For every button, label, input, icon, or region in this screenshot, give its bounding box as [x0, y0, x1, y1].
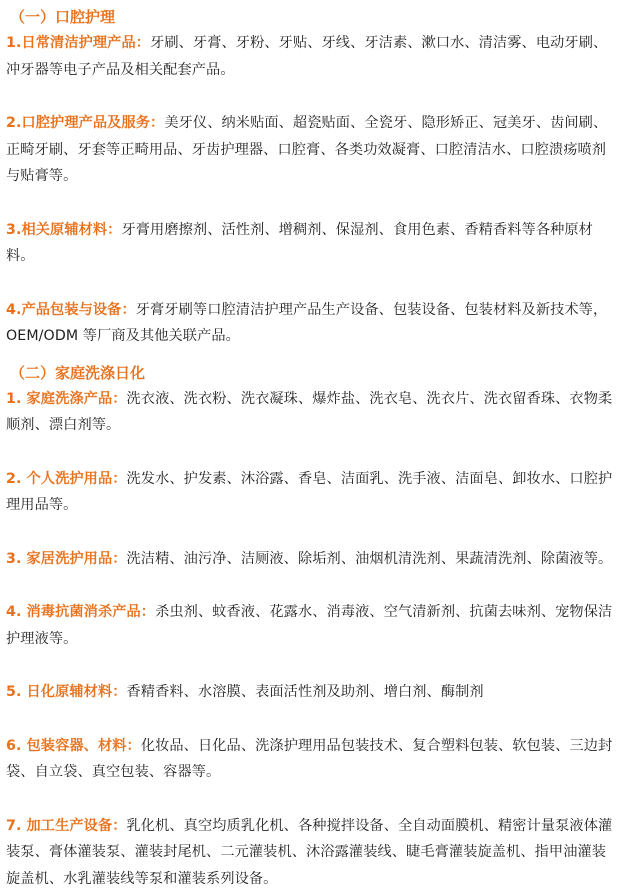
item-label: 1.日常清洁护理产品： [6, 35, 150, 51]
item-label: 1. 家庭洗涤产品： [6, 391, 127, 407]
list-item [6, 110, 616, 190]
item-label: 2.口腔护理产品及服务： [6, 115, 164, 131]
item-label: 4. 消毒抗菌消杀产品： [6, 604, 155, 620]
item-label: 2. 个人洗护用品： [6, 471, 127, 487]
item-text: 洗洁精、油污净、洁厕液、除垢剂、油烟机清洗剂、果蔬清洗剂、除菌液等。 [127, 551, 613, 567]
item-label: 3.相关原辅材料： [6, 222, 121, 238]
item-text: 香精香料、水溶膜、表面活性剂及助剂、增白剂、酶制剂 [127, 684, 484, 700]
list-item [6, 813, 616, 892]
section-title: （一）口腔护理 [6, 4, 616, 30]
list-item [6, 679, 616, 706]
item-text: 牙刷、牙膏、牙粉、牙贴、牙线、牙洁素、漱口水、清洁雾、电动牙刷、冲牙器等电子产品及相关配套产品。 [6, 35, 607, 78]
item-text: 杀虫剂、蚊香液、花露水、消毒液、空气清新剂、抗菌去味剂、宠物保洁护理液等。 [6, 604, 612, 647]
item-text: 乳化机、真空均质乳化机、各种搅拌设备、全自动面膜机、精密计量泵液体灌装泵、膏体灌装泵、灌装封尾机、二元灌装机、沐浴露灌装线、睫毛膏灌装旋盖机、指甲油灌装旋盖机、水乳灌装线等泵和灌装系列设备。 [6, 818, 612, 887]
list-item [6, 733, 616, 786]
list-item [6, 217, 616, 270]
item-label: 6. 包装容器、材料： [6, 738, 141, 754]
list-item [6, 546, 616, 573]
section-household-washing [6, 360, 616, 892]
section-oral-care [6, 4, 616, 350]
section-title: （二）家庭洗涤日化 [6, 360, 616, 386]
list-item [6, 599, 616, 652]
item-label: 5. 日化原辅材料： [6, 684, 127, 700]
list-item [6, 30, 616, 83]
item-label: 4.产品包装与设备： [6, 302, 136, 318]
item-label: 7. 加工生产设备： [6, 818, 127, 834]
item-text: 牙膏牙刷等口腔清洁护理产品生产设备、包装设备、包装材料及新技术等，OEM/ODM 等厂商及其他关联产品。 [6, 302, 607, 345]
list-item [6, 297, 616, 350]
item-text: 洗衣液、洗衣粉、洗衣凝珠、爆炸盐、洗衣皂、洗衣片、洗衣留香珠、衣物柔顺剂、漂白剂等。 [6, 391, 612, 434]
item-text: 洗发水、护发素、沐浴露、香皂、洁面乳、洗手液、洁面皂、卸妆水、口腔护理用品等。 [6, 471, 612, 514]
item-text: 美牙仪、纳米贴面、超瓷贴面、全瓷牙、隐形矫正、冠美牙、齿间刷、正畸牙刷、牙套等正畸用品、牙齿护理器、口腔膏、各类功效凝膏、口腔清洁水、口腔溃疡喷剂与贴膏等。 [6, 115, 607, 184]
item-label: 3. 家居洗护用品： [6, 551, 127, 567]
list-item [6, 466, 616, 519]
list-item [6, 386, 616, 439]
item-text: 牙膏用磨擦剂、活性剂、增稠剂、保湿剂、食用色素、香精香料等各种原材料。 [6, 222, 593, 265]
item-text: 化妆品、日化品、洗涤护理用品包装技术、复合塑料包装、软包装、三边封袋、自立袋、真空包装、容器等。 [6, 738, 612, 781]
